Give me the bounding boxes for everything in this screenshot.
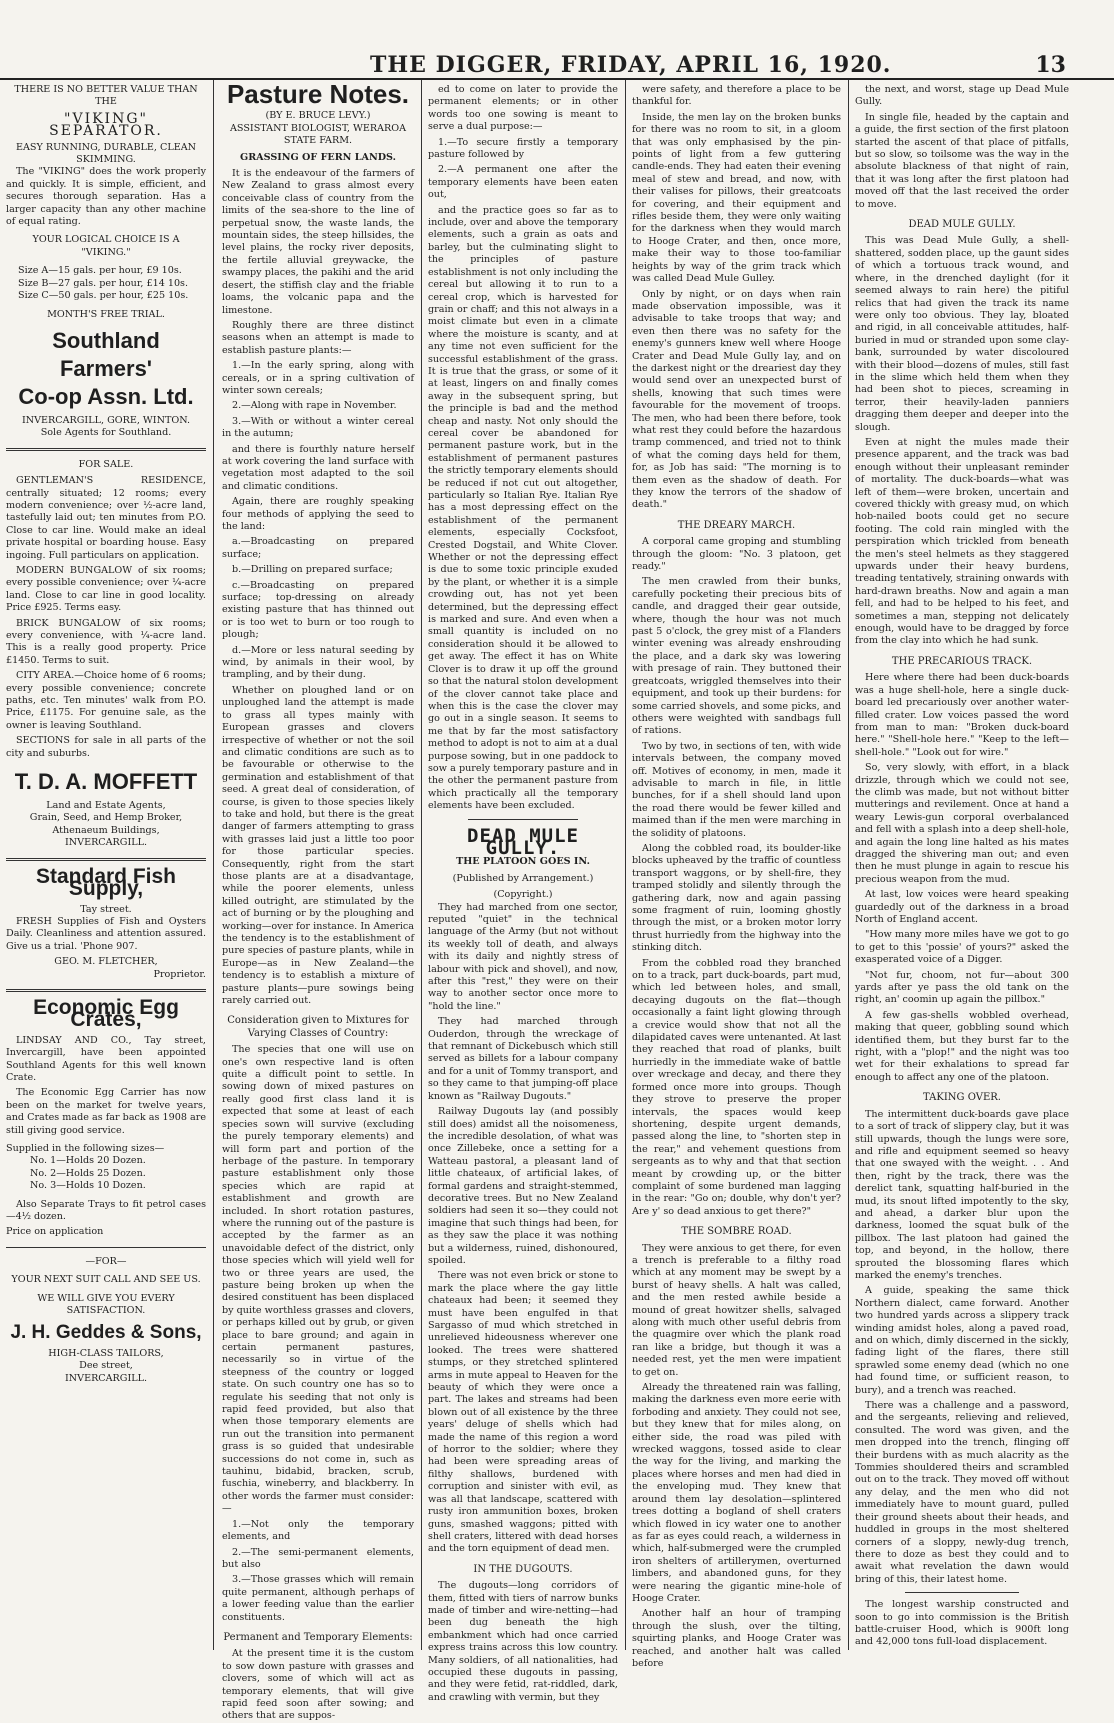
- article-list-item: d.—More or less natural seeding by wind, by animals in their wool, by trampling, and by their dung.: [222, 644, 414, 681]
- ad-fish-role: Proprietor.: [153, 968, 206, 980]
- story-paragraph: From the cobbled road they branched on to a track, part duck-boards, part mud, which led between holes, and small, decaying dugouts on the flat—though occasionally a faint light glowing through a crevice would show that not all the dilapidated caves were untenanted. At last they reached that road of planks, built hurriedly in the immediate wake of battle over wreckage and decay, and there they formed once more into groups. Though they strove to preserve the proper intervals, the spaces would keep shortening, despite urgent demands, passed along the line, to "shorten step in the rear," and vehement questions from sergeants as to why and that that section meant by crowding up, or the bitter complaint of some burdened man lagging in the rear: "Go on; double, why don't yer? Are y' so dead anxious to get there?": [632, 957, 841, 1217]
- article-paragraph: ed to come on later to provide the permanent elements; or in other words too one sowing is meant to serve a dual purpose:—: [428, 84, 618, 133]
- divider: [468, 819, 578, 820]
- ad-agent-line: Grain, Seed, and Hemp Broker,: [29, 812, 183, 824]
- ad-forsale-head: FOR SALE.: [78, 458, 134, 470]
- ad-agent-line: Land and Estate Agents,: [46, 800, 166, 812]
- ad-viking-tag: EASY RUNNING, DURABLE, CLEAN SKIMMING.: [15, 141, 197, 166]
- story-paragraph: Another half an hour of tramping through the slush, over the tilting, squirting planks, and Hooge Crater was reached, and another halt was called before: [632, 1608, 841, 1669]
- article-list-item: 3.—Those grasses which will remain quite permanent, although perhaps of a lower feeding value than the earlier constituents.: [222, 1574, 414, 1623]
- ad-viking-trial: MONTH'S FREE TRIAL.: [47, 308, 165, 320]
- story-paragraph: Railway Dugouts lay (and possibly still does) amidst all the noisomeness, the incredible desolation, of what was once Zillebeke, once a setting for a Watteau pastoral, a pleasant land of little chateaux, of artificial lakes, of formal gardens and straight-stemmed, decorative trees. But no New Zealand soldiers had seen it so—they could not imagine that such things had been, for as they saw the place it was nothing but a wilderness, ruined, dishonoured, spoiled.: [428, 1106, 618, 1266]
- ad-tailor-street: Dee street,: [79, 1360, 133, 1372]
- column-rule: [848, 80, 849, 1650]
- ad-egg-body: LINDSAY AND CO., Tay street, Invercargill, have been appointed Southland Agents for this well known Crate.: [6, 1034, 206, 1083]
- story-headline: DEAD MULE GULLY.: [467, 824, 579, 859]
- ad-viking-addr: INVERCARGILL, GORE, WINTON.: [21, 414, 191, 426]
- ad-forsale-item: MODERN BUNGALOW of six rooms; every possible convenience; over ¼-acre land. Close to car line in good locality. Price £925. Terms easy.: [6, 564, 206, 614]
- story-paragraph: A corporal came groping and stumbling through the gloom: "No. 3 platoon, get ready.": [632, 536, 841, 573]
- ad-viking-size-b: Size B—27 gals. per hour, £14 10s.: [18, 277, 189, 289]
- article-list-item: b.—Drilling on prepared surface;: [232, 564, 393, 576]
- article-paragraph: and there is fourthly nature herself at work covering the land surface with vegetation most adapted to the soil and climatic conditions.: [222, 443, 414, 492]
- ad-forsale-item: SECTIONS for sale in all parts of the city and suburbs.: [6, 735, 206, 759]
- page-number: 13: [1035, 52, 1066, 78]
- ad-viking-head2: THE: [95, 96, 117, 108]
- divider: [6, 858, 206, 861]
- ad-tailor-trade: HIGH-CLASS TAILORS,: [48, 1347, 164, 1359]
- story-section-head: IN THE DUGOUTS.: [473, 1563, 573, 1575]
- ad-agent-line: Athenaeum Buildings,: [52, 824, 160, 836]
- article-author-role: ASSISTANT BIOLOGIST, WERAROA STATE FARM.: [230, 122, 406, 147]
- story-paragraph: They were anxious to get there, for even a trench is preferable to a filthy road which at any moment may be swept by a burst of heavy shells. A halt was called, and the men rested awhile beside a mound of great howitzer shells, salvaged along with much other useful debris from the quagmire over which the plank road ran like a bridge, but though it was a needed rest, yet the men were impatient to get on.: [632, 1242, 841, 1378]
- ad-egg-size: No. 2—Holds 25 Dozen.: [30, 1167, 146, 1179]
- article-paragraph: Again, there are roughly speaking four methods of applying the seed to the land:: [222, 496, 414, 532]
- story-paragraph: "How many more miles have we got to go to get to this 'possie' of yours?" asked the exasperated voice of a Digger.: [855, 929, 1069, 966]
- article-list-item: 1.—Not only the temporary elements, and: [222, 1518, 414, 1543]
- article-paragraph: It is the endeavour of the farmers of New Zealand to grass almost every conceivable class of country from the limits of the sea-shore to the line of perpetual snow, the waste lands, the mountain sides, the steep hillsides, the level plains, the rocky river deposits, the fertile alluvial greywacke, the swampy places, the pakihi and the arid desert, the stiffish clay and the friable loams, the volcanic papa and the limestone.: [222, 168, 414, 316]
- article-section-head: Consideration given to Mixtures for Varying Classes of Country:: [227, 1015, 409, 1039]
- ad-egg-sizes: Supplied in the following sizes—: [6, 1143, 165, 1154]
- story-section-head: DEAD MULE GULLY.: [908, 219, 1016, 231]
- column-story-end: [855, 84, 1069, 1650]
- story-paragraph: Two by two, in sections of ten, with wide intervals between, the company moved off. Motives of economy, in men, made it advisable to march in file, in little bunches, for if a shell should land upon the road there would be fewer killed and maimed than if the men were marching in the solidity of platoons.: [632, 740, 841, 839]
- article-byline: (BY E. BRUCE LEVY.): [265, 110, 371, 122]
- ad-fish-body: FRESH Supplies of Fish and Oysters Daily. Cleanliness and attention assured. Give us a trial. 'Phone 907.: [6, 915, 206, 952]
- ad-egg-name: Economic Egg Crates,: [33, 995, 179, 1032]
- ad-viking-choice2: "VIKING.": [81, 246, 131, 258]
- story-paragraph: The men crawled from their bunks, carefully pocketing their precious bits of candle, and dragged their gear outside, where, though the hour was not much past 5 o'clock, the grey mist of a Flanders winter evening was already enshrouding the place, and a dark sky was lowering with presage of rain. They buttoned their greatcoats, wriggled themselves into their equipment, and took up their burdens: for some carried shovels, and some picks, and others were weighted with sandbags full of rations.: [632, 576, 841, 737]
- story-paragraph: There was a challenge and a password, and the sergeants, relieving and relieved, consulted. The word was given, and the men dropped into the trench, flinging off their burdens with as much alacrity as the Tommies shouldered theirs and scrambled out on to the track. They moved off without any delay, and the men who did not immediately have to mount guard, pulled their ground sheets about their heads, and huddled in groups in the most sheltered corners of a sloppy, newly-dug trench, there to doze as best they could and to await what revelation the dawn would bring of this, their latest home.: [855, 1400, 1069, 1585]
- story-paragraph: Here where there had been duck-boards was a huge shell-hole, here a single duck-board led precariously over another water-filled crater. Low voices passed the word from man to man: "Broken duck-board here." "Shell-hole here." "Keep to the left—shell-hole." "Look out for wire.": [855, 672, 1069, 758]
- story-paragraph: the next, and worst, stage up Dead Mule Gully.: [855, 84, 1069, 108]
- ad-egg-price: Price on application: [6, 1226, 104, 1238]
- column-advertisements: [6, 84, 206, 1650]
- article-subhead: GRASSING OF FERN LANDS.: [240, 151, 396, 163]
- story-section-head: THE SOMBRE ROAD.: [681, 1226, 792, 1238]
- article-list-item: 3.—With or without a winter cereal in the autumn;: [222, 415, 414, 440]
- ad-tailor-line2: WE WILL GIVE YOU EVERY: [37, 1292, 175, 1304]
- story-paragraph: They had marched from one sector, reputed "quiet" in the technical language of the Army (but not without its weekly toll of death, and always with its daily and nightly stress of labour with pick and shovel), and now, after this "rest," they were on their way to another sector once more to "hold the line.": [428, 901, 618, 1012]
- story-paragraph: At last, low voices were heard speaking guardedly out of the darkness in a broad North of England accent.: [855, 889, 1069, 925]
- column-story-continued: [632, 84, 841, 1669]
- column-rule: [625, 80, 626, 1650]
- article-list-item: 2.—A permanent one after the temporary elements have been eaten out,: [428, 164, 618, 201]
- story-paragraph: were safety, and therefore a place to be thankful for.: [632, 84, 841, 108]
- divider: [6, 1247, 206, 1248]
- story-section-head: THE PRECARIOUS TRACK.: [891, 655, 1033, 667]
- ad-viking-choice1: YOUR LOGICAL CHOICE IS A: [32, 234, 180, 246]
- article-list-item: a.—Broadcasting on prepared surface;: [222, 536, 414, 560]
- article-paragraph: At the present time it is the custom to sow down pasture with grasses and clovers, some of which will act as temporary elements, that will give rapid feed soon after sowing; and others that are suppos-: [222, 1648, 414, 1722]
- story-paragraph: A few gas-shells wobbled overhead, making that queer, gobbling sound which identified them, but they burst far to the right, with a "plop!" and the night was too wet for their exhalations to spread far enough to affect any one of the platoon.: [855, 1009, 1069, 1083]
- story-paragraph: This was Dead Mule Gully, a shell-shattered, sodden place, up the gaunt sides of which a tortuous track wound, and where, in the drenched daylight (for it seemed always to rain here) the pitiful relics that had given the track its name were only too obvious. They lay, bloated and rigid, in all conceivable attitudes, half-buried in mud or stranded upon some clay-bank, surrounded by water discoloured with their blood—dozens of mules, still fast in the slime which held them when they had been shot to pieces, screaming in terror, their heavily-laden panniers dragging them deeper and deeper into the slough.: [855, 235, 1069, 433]
- masthead-title: THE DIGGER, FRIDAY, APRIL 16, 1920.: [370, 52, 892, 78]
- ad-viking-body: The "VIKING" does the work properly and quickly. It is simple, efficient, and secures thorough separation. Has a larger capacity than any other machine of equal rating.: [6, 166, 206, 228]
- ad-tailor-for: —FOR—: [85, 1255, 127, 1267]
- column-rule: [213, 80, 214, 1650]
- article-paragraph: Roughly there are three distinct seasons when an attempt is made to establish pasture plants:—: [222, 319, 414, 356]
- story-paragraph: They had marched through Ouderdon, through the wreckage of that remnant of Dickebusch which still served as billets for a labour company and for a unit of Tommy transport, and so they came to that jumping-off place known as "Railway Dugouts.": [428, 1016, 618, 1102]
- ad-fish-owner: GEO. M. FLETCHER,: [54, 956, 158, 968]
- ad-viking-firm1: Southland Farmers': [52, 327, 160, 381]
- story-paragraph: "Not fur, choom, not fur—about 300 yards after ye pass the old tank on the right, an' coomin up again the pillbox.": [855, 969, 1069, 1006]
- article-list-item: 2.—Along with rape in November.: [232, 400, 397, 412]
- filler-paragraph: The longest warship constructed and soon to go into commission is the British battle-cruiser Hood, which is 900ft long and 42,000 tons full-load displacement.: [855, 1599, 1069, 1648]
- story-paragraph: Even at night the mules made their presence apparent, and the track was bad enough without their unpleasant reminder of mortality. The duck-boards—what was left of them—were broken, uncertain and covered thickly with greasy mud, on which hob-nailed boots could get no secure footing. The cold rain mingled with the perspiration which trickled from beneath the men's steel helmets as they staggered upwards under their heavy burdens, treading tentatively, straining onwards with hard-drawn breaths. Now and again a man fell, and had to be helped to his feet, and sometimes a man, stepping not delicately enough, would have to be dragged by force from the clay into which he had sunk.: [855, 436, 1069, 647]
- article-list-item: 1.—In the early spring, along with cereals, or in a spring cultivation of winter sown cereals;: [222, 360, 414, 396]
- ad-egg-body2: The Economic Egg Carrier has now been on the market for twelve years, and Crates made as far back as 1908 are still giving good service.: [6, 1087, 206, 1136]
- ad-egg-size: No. 1—Holds 20 Dozen.: [30, 1155, 146, 1167]
- ad-forsale-item: BRICK BUNGALOW of six rooms; every convenience, with ¼-acre land. This is a really good property. Price £1450. Terms to suit.: [6, 617, 206, 666]
- ad-viking-size-c: Size C—50 gals. per hour, £25 10s.: [18, 290, 189, 302]
- ad-tailor-line1: YOUR NEXT SUIT CALL AND SEE US.: [11, 1274, 201, 1286]
- article-list-item: 1.—To secure firstly a temporary pasture followed by: [428, 136, 618, 161]
- divider: [6, 989, 206, 992]
- ad-fish-name: Standard Fish Supply,: [35, 864, 177, 901]
- story-paragraph: Along the cobbled road, its boulder-like blocks upheaved by the traffic of countless transport waggons, or by shell-fire, they tramped stolidly and silently through the gathering dark, now and again passing some fragment of ruin, looming ghostly through the mist, or a broken motor lorry thrust hurriedly from the highway into the stinking ditch.: [632, 842, 841, 954]
- article-paragraph: The species that one will use on one's own respective land is often quite a difficult point to settle. In sowing down of mixed pastures on really good first class land it is expected that some at least of each species sown will survive (excluding the purely temporary elements) and will form part and portion of the herbage of the pasture. In temporary pasture establishment only those species which are rapid at establishment and growth are included. In short rotation pastures, where the running out of the pasture is accepted by the farmer as an unavoidable defect of the district, only those species which will yield well for two or three years are used, the pasture being broken up when the desired constituent has been displaced by quite worthless grasses and clovers, or perhaps killed out by grub, or given place to bare ground; and again in certain permanent pastures, necessarily so in virtue of the steepness of the country or logged state. On such country one has so to regulate his seeding that not only is rapid feed provided, but also that when those temporary elements are run out the transition into permanent grass is so guided that undesirable successions do not come in, such as tauhinu, bidabid, bracken, scrub, fuschia, wineberry, and blackberry. In other words the farmer must consider:—: [222, 1044, 414, 1515]
- story-paragraph: So, very slowly, with effort, in a black drizzle, through which we could not see, the climb was made, but not without bitter mutterings and revilement. Once at hand a weary Lewis-gun corporal overbalanced and fell with a splash into a deep shell-hole, and again the long line halted as his mates dragged the shivering man out; and even then he must plunge in again to rescue his precious weapon from the mud.: [855, 762, 1069, 885]
- story-paragraph: A guide, speaking the same thick Northern dialect, came forward. Another two hundred yards across a slippery track winding amidst holes, along a paved road, and on which, dimly discerned in the sickly, fading light of the flares, there still sprawled some enemy dead (which no one had found time, or sufficient reason, to bury), and a trench was reached.: [855, 1285, 1069, 1396]
- story-publication-note: (Published by Arrangement.): [452, 872, 594, 884]
- story-copyright: (Copyright.): [493, 889, 553, 901]
- column-rule: [421, 80, 422, 1650]
- story-section-head: TAKING OVER.: [923, 1092, 1001, 1104]
- ad-forsale-item: GENTLEMAN'S RESIDENCE, centrally situated; 12 rooms; every modern convenience; over ½-acre land, tastefully laid out; ten minutes from P.O. Close to car line. Would make an ideal private hospital or boarding house. Easy ingoing. Full particulars on application.: [6, 475, 206, 561]
- story-paragraph: Already the threatened rain was falling, making the darkness even more eerie with forboding and anxiety. They could not see, but they knew that for miles along, on either side, the road was piled with wrecked waggons, tossed aside to clear the way for the living, and marking the places where horses and men had died in the enveloping mud. They knew that around them lay desolation—splintered trees dotting a bogland of shell craters which flowed in icy water one to another as far as eyes could reach, a wilderness in which, half-submerged were the crumpled iron shelters of artillerymen, overturned limbers, and abandoned guns, for they were nearing the gigantic mine-hole of Hooge Crater.: [632, 1382, 841, 1604]
- ad-viking-agents: Sole Agents for Southland.: [40, 427, 172, 439]
- story-paragraph: There was not even brick or stone to mark the place where the gay little chateaux had been; it seemed they must have been engulfed in that Sargasso of mud which stretched in unrelieved hideousness wherever one looked. The trees were shattered stumps, or they stretched splintered arms in mute appeal to Heaven for the beauty of which they were once a part. The lakes and streams had been blown out of all existence by the three years' deluge of shells which had made the name of this region a word of horror to the soldier; where they had been were spreading areas of filthy shallows, burdened with corruption and sinister with evil, as was all that landscape, scattered with rusty iron ammunition boxes, broken guns, smashed waggons; pitted with shell craters, littered with dead horses and the torn equipment of dead men.: [428, 1270, 618, 1555]
- ad-agent-name: T. D. A. MOFFETT: [14, 769, 198, 795]
- ad-viking-name: "VIKING" SEPARATOR.: [49, 110, 163, 140]
- ad-tailor-name: J. H. Geddes & Sons,: [10, 1322, 202, 1344]
- ad-egg-trays: Also Separate Trays to fit petrol cases—4½ dozen.: [6, 1198, 206, 1223]
- ad-agent-line: INVERCARGILL.: [64, 837, 148, 849]
- divider: [6, 448, 206, 451]
- story-section-head: THE DREARY MARCH.: [677, 519, 796, 531]
- story-paragraph: The dugouts—long corridors of them, fitted with tiers of narrow bunks made of timber and wire-netting—had been dug beneath the high embankment which had once carried express trains across this low country. Many soldiers, of all nationalities, had occupied these dugouts in passing, and they were fetid, rat-riddled, dark, and crawling with vermin, but they: [428, 1580, 618, 1703]
- column-pasture-continued: [428, 84, 618, 1703]
- ad-viking-head1: THERE IS NO BETTER VALUE THAN: [14, 84, 198, 95]
- ad-fish-street: Tay street.: [80, 903, 132, 915]
- ad-tailor-town: INVERCARGILL.: [64, 1372, 148, 1384]
- story-paragraph: Inside, the men lay on the broken bunks for there was no room to sit, in a gloom that was only emphasised by the pin-points of light from a few guttering candle-ends. They had eaten their evening meal of stew and bread, and now, with their valises for pillows, their greatcoats for covering, and their equipment and rifles beside them, they were only waiting for the darkness when they would march to Hooge Crater, and then, once more, make their way to those too-familiar heights by way of the grim track which was called Dead Mule Gulley.: [632, 111, 841, 285]
- story-paragraph: The intermittent duck-boards gave place to a sort of track of slippery clay, but it was still upwards, though the lungs were sore, and rifle and equipment seemed so heavy that one swayed with the weight. . . And then, right by the track, there was the derelict tank, squatting half-buried in the mud, its snout lifted impotently to the sky, and ahead, a darker blur upon the darkness, loomed the squat bulk of the pillbox. The last platoon had gained the top, and beyond, in the hollow, there sprouted the blossoming flares which marked the enemy's trenches.: [855, 1108, 1069, 1281]
- article-paragraph: Whether on ploughed land or on unploughed land the attempt is made to grass all types mainly with European grasses and clovers irrespective of whether or not the soil and climatic conditions are such as to be favourable or otherwise to the germination and establishment of that seed. A great deal of consideration, of course, is given to those species likely to take and hold, but there is the great danger of farmers attempting to grass with grasses laid just a little too poor for those particular species. Consequently, right from the start those plants are at a disadvantage, while the poorer elements, unless killed outright, are stimulated by the act of burning or by the ploughing and working—over for instance. In America the tendency is to the establishment of pure species of pasture plants, while in Europe—as in New Zealand—the tendency is to establish a mixture of pasture plants—pure sowings being rarely carried out.: [222, 684, 414, 1007]
- article-list-item: 2.—The semi-permanent elements, but also: [222, 1546, 414, 1570]
- article-paragraph: and the practice goes so far as to include, over and above the temporary elements, such a grain as oats and barley, but the culminating slight to the principles of pasture establishment is not only including the cereal but allowing it to run to a cereal crop, which is harvested for grain or chaff; and this not always in a moist climate but even in a climate where the moisture is scanty, and at any time not even sufficient for the successful establishment of the grass. It is true that the grass, or some of it at least, lingers on and finally comes away in the subsequent spring, but the principle is bad and the method cheap and nasty. Not only should the cereal cover be abandoned for permanent pasture work, but in the establishment of permanent pastures the strictly temporary elements should be reduced if not cut out altogether, particularly so Italian Rye. Italian Rye has a most depressing effect on the establishment of the permanent elements, especially Cocksfoot, Crested Dogstail, and White Clover. Whether or not the depressing effect is due to some toxic principle exuded by the plant, or whether it is a simple crowding out, has not yet been determined, but the depressing effect is marked and sure. And even when a small quantity is included on no consideration should it be allowed to get away. The effect it has on White Clover is to draw it up off the ground so that the natural stolon development of the clover cannot take place and when this is the case the clover may go out in a single season. It seems to me that by far the most satisfactory method to adopt is not to aim at a dual purpose sowing, but in one paddock to sow a purely temporary pasture and in the other the permanent pasture from which practically all the temporary elements have been excluded.: [428, 204, 618, 812]
- article-headline: Pasture Notes.: [226, 79, 410, 109]
- story-subhead: THE PLATOON GOES IN.: [456, 856, 590, 868]
- masthead: [0, 48, 1114, 80]
- ad-viking-firm2: Co-op Assn. Ltd.: [18, 383, 194, 409]
- ad-tailor-line3: SATISFACTION.: [66, 1305, 146, 1317]
- article-section-head: Permanent and Temporary Elements:: [223, 1631, 413, 1643]
- divider: [905, 1592, 1019, 1593]
- ad-forsale-item: CITY AREA.—Choice home of 6 rooms; every possible convenience; concrete paths, etc. Ten minutes' walk from P.O. Price, £1175. For genuine sale, as the owner is leaving Southland.: [6, 670, 206, 731]
- ad-egg-size: No. 3—Holds 10 Dozen.: [30, 1180, 146, 1192]
- article-list-item: c.—Broadcasting on prepared surface; top-dressing on already existing pasture that has thinned out or is too wet to burn or too rough to plough;: [222, 579, 414, 641]
- column-pasture-notes: [222, 79, 414, 1722]
- story-paragraph: In single file, headed by the captain and a guide, the first section of the first platoon started the ascent of that place of pitfalls, but so slow, so toilsome was the way in the absolute blackness of that night of rain, that it was long after the first platoon had moved off that the last received the order to move.: [855, 111, 1069, 210]
- ad-viking-size-a: Size A—15 gals. per hour, £9 10s.: [18, 265, 182, 277]
- story-paragraph: Only by night, or on days when rain made observation impossible, was it advisable to take troops that way; and even then there was no safety for the enemy's gunners knew well where Hooge Crater and Dead Mule Gully lay, and on the darkest night or the dreariest day they would send over an unexpected burst of shells, knowing that such times were favourable for the movement of troops. The men, who had been there before, took what rest they could before the hazardous tramp commenced, and tried not to think of what the coming days held for them, for, as Job has said: "The morning is to them even as the shadow of death. For they know the terrors of the shadow of death.": [632, 288, 841, 511]
